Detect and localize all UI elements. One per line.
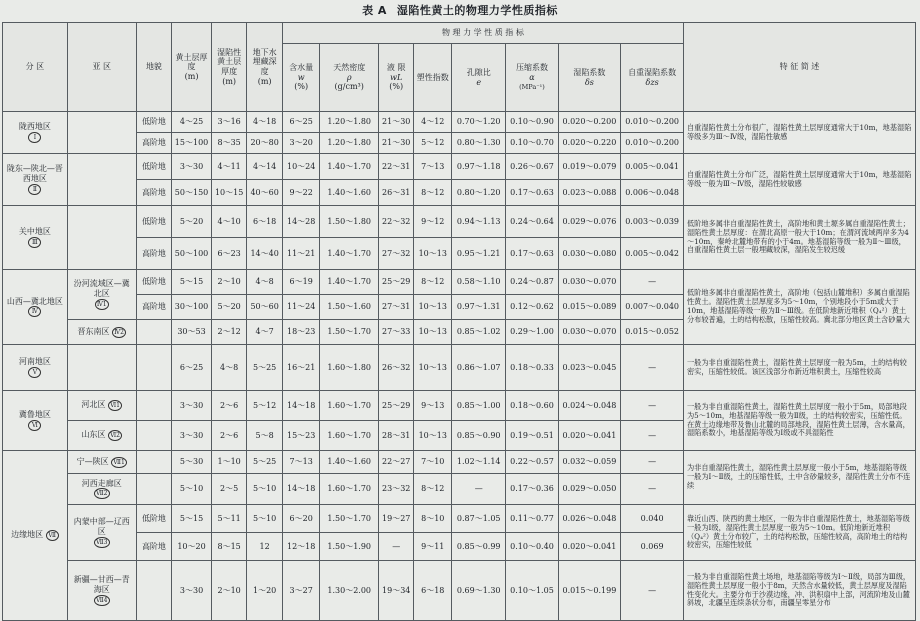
plasticity-cell: 7～13 [414,154,452,180]
liquid-limit-cell: 25～29 [378,391,414,421]
subregion-cell: 新疆—甘西—青海区 Ⅶ4 [67,561,136,621]
header-groundwater-depth: 地下水埋藏深度 (m) [247,23,283,112]
region-cell: 关中地区 Ⅲ [3,206,68,270]
loess-thickness-cell: 3～30 [172,561,212,621]
groundwater-depth-cell: 40～60 [247,180,283,206]
collapsible-thickness-cell: 1～10 [211,451,247,474]
compressibility-cell: 0.18～0.60 [506,391,558,421]
landform-cell [136,451,172,474]
subregion-cell: 宁—陕区 Ⅶ1 [67,451,136,474]
plasticity-cell: 8～12 [414,180,452,206]
water-content-cell: 14～28 [282,206,320,238]
groundwater-depth-cell: 12 [247,533,283,561]
liquid-limit-cell: 28～31 [378,421,414,451]
loess-thickness-cell: 50～100 [172,238,212,270]
self-collapse-coefficient-cell: 0.007～0.040 [621,295,684,320]
collapsible-thickness-cell: 4～8 [211,345,247,391]
collapse-coefficient-cell: 0.020～0.041 [558,421,621,451]
collapse-coefficient-cell: 0.030～0.070 [558,320,621,345]
compressibility-cell: 0.17～0.63 [506,238,558,270]
groundwater-depth-cell: 5～10 [247,505,283,533]
compressibility-cell: 0.19～0.51 [506,421,558,451]
features-cell: 一般为非自重湿陷性黄土场地，地基湿陷等级为Ⅰ～Ⅱ级，局部为Ⅲ级，湿陷性黄土层厚度一般小于8m，天然含水量较低，黄土层厚度及湿陷性变化大。主要分布于沙漠边缘，冲、洪积扇中上部，河流阶地及山麓斜坡，北疆呈连续条状分布，南疆呈零星分布 [683,561,915,621]
plasticity-cell: 8～12 [414,474,452,505]
table-number: 表 A [362,4,387,17]
self-collapse-coefficient-cell: — [621,391,684,421]
void-ratio-cell: 0.69～1.30 [452,561,506,621]
landform-cell: 低阶地 [136,206,172,238]
water-content-cell: 18～23 [282,320,320,345]
liquid-limit-cell: 21～30 [378,112,414,133]
collapse-coefficient-cell: 0.029～0.050 [558,474,621,505]
plasticity-cell: 10～13 [414,295,452,320]
void-ratio-cell: 0.70～1.20 [452,112,506,133]
compressibility-cell: 0.22～0.57 [506,451,558,474]
region-cell: 河南地区 Ⅴ [3,345,68,391]
water-content-cell: 6～20 [282,505,320,533]
self-collapse-coefficient-cell: 0.005～0.041 [621,154,684,180]
loess-thickness-cell: 15～100 [172,133,212,154]
plasticity-cell: 7～10 [414,451,452,474]
plasticity-cell: 10～13 [414,320,452,345]
self-collapse-coefficient-cell: — [621,474,684,505]
table-row [3,451,916,474]
loess-thickness-cell: 5～10 [172,474,212,505]
subregion-cell: 山东区 Ⅵ2 [67,421,136,451]
landform-cell [136,345,172,391]
features-cell: 一般为非自重湿陷性黄土，湿陷性黄土层厚度一般小于5m，局部地段为5～10m，地基湿陷等级一般为Ⅱ级，土的结构较密实，压缩性低。在黄土边缘地带及鲁山北麓的局部地段，湿陷性黄土层薄，含水量高，湿陷系数小，地基湿陷等级为Ⅰ级或不具湿陷性 [683,391,915,451]
compressibility-cell: 0.24～0.64 [506,206,558,238]
header-collapse-coefficient: 湿陷系数 δs [558,44,621,112]
plasticity-cell: 4～12 [414,112,452,133]
collapse-coefficient-cell: 0.019～0.079 [558,154,621,180]
compressibility-cell: 0.10～0.90 [506,112,558,133]
collapsible-thickness-cell: 2～6 [211,421,247,451]
header-loess-thickness: 黄土层厚度 (m) [172,23,212,112]
water-content-cell: 15～23 [282,421,320,451]
water-content-cell: 14～18 [282,391,320,421]
liquid-limit-cell: 22～27 [378,451,414,474]
self-collapse-coefficient-cell: 0.005～0.042 [621,238,684,270]
groundwater-depth-cell: 4～14 [247,154,283,180]
groundwater-depth-cell: 5～12 [247,391,283,421]
water-content-cell: 11～24 [282,295,320,320]
plasticity-cell: 9～12 [414,206,452,238]
region-cell: 冀鲁地区 Ⅵ [3,391,68,451]
loess-thickness-cell: 5～20 [172,206,212,238]
landform-cell: 高阶地 [136,295,172,320]
header-self-collapse-coefficient: 自重湿陷系数 δzs [621,44,684,112]
features-cell: 为非自重湿陷性黄土，湿陷性黄土层厚度一般小于5m，地基湿陷等级一般为Ⅰ～Ⅱ级，土的压缩性低，土中含砂量较多，湿陷性黄土分布不连续 [683,451,915,505]
compressibility-cell: 0.12～0.62 [506,295,558,320]
density-cell: 1.40～1.70 [320,238,378,270]
groundwater-depth-cell: 4～8 [247,270,283,295]
void-ratio-cell: 1.02～1.14 [452,451,506,474]
liquid-limit-cell: 25～29 [378,270,414,295]
water-content-cell: 11～21 [282,238,320,270]
water-content-cell: 14～18 [282,474,320,505]
void-ratio-cell: 0.97～1.31 [452,295,506,320]
header-water-content: 含水量 w (%) [282,44,320,112]
self-collapse-coefficient-cell: 0.040 [621,505,684,533]
region-cell: 边缘地区 Ⅶ [3,451,68,621]
density-cell: 1.50～1.90 [320,533,378,561]
compressibility-cell: 0.17～0.63 [506,180,558,206]
header-collapsible-thickness: 湿陷性黄土层厚度 (m) [211,23,247,112]
self-collapse-coefficient-cell: — [621,345,684,391]
features-cell: 低阶地多属非自重湿陷性黄土，高阶地和黄土塬多属自重湿陷性黄土；湿陷性黄土层厚度：在渭北高原一般大于10m；在渭河流域两岸多为4～10m，秦岭北麓地带有的小于4m。地基湿陷等级一般为Ⅱ～Ⅲ级，自重湿陷性黄土层一般埋藏较深，湿陷发生较迟缓 [683,206,915,270]
groundwater-depth-cell: 5～25 [247,345,283,391]
collapse-coefficient-cell: 0.015～0.089 [558,295,621,320]
landform-cell: 高阶地 [136,533,172,561]
collapsible-thickness-cell: 8～15 [211,533,247,561]
region-cell: 陇西地区 Ⅰ [3,112,68,154]
table-row [3,270,916,295]
density-cell: 1.60～1.70 [320,474,378,505]
loess-thickness-cell: 5～15 [172,270,212,295]
region-cell: 山西—冀北地区 Ⅳ [3,270,68,345]
collapsible-thickness-cell: 5～20 [211,295,247,320]
void-ratio-cell: 0.85～1.00 [452,391,506,421]
density-cell: 1.20～1.80 [320,133,378,154]
density-cell: 1.60～1.70 [320,421,378,451]
loess-thickness-cell: 30～100 [172,295,212,320]
collapsible-thickness-cell: 4～11 [211,154,247,180]
groundwater-depth-cell: 4～18 [247,112,283,133]
liquid-limit-cell: 27～32 [378,238,414,270]
water-content-cell: 7～13 [282,451,320,474]
landform-cell: 低阶地 [136,154,172,180]
collapse-coefficient-cell: 0.030～0.080 [558,238,621,270]
plasticity-cell: 8～10 [414,505,452,533]
header-subregion: 亚 区 [67,23,136,112]
liquid-limit-cell: 26～32 [378,345,414,391]
self-collapse-coefficient-cell: 0.010～0.200 [621,133,684,154]
void-ratio-cell: 0.97～1.18 [452,154,506,180]
header-plasticity: 塑性指数 [414,44,452,112]
water-content-cell: 16～21 [282,345,320,391]
plasticity-cell: 9～11 [414,533,452,561]
collapsible-thickness-cell: 2～5 [211,474,247,505]
subregion-cell: 晋东南区 Ⅳ2 [67,320,136,345]
collapsible-thickness-cell: 4～10 [211,206,247,238]
compressibility-cell: 0.10～0.40 [506,533,558,561]
groundwater-depth-cell: 14～40 [247,238,283,270]
compressibility-cell: 0.26～0.67 [506,154,558,180]
subregion-cell [67,206,136,270]
collapse-coefficient-cell: 0.020～0.220 [558,133,621,154]
void-ratio-cell: 0.87～1.05 [452,505,506,533]
table-caption: 湿陷性黄土的物理力学性质指标 [396,4,558,17]
table-row [3,561,916,621]
collapsible-thickness-cell: 2～10 [211,561,247,621]
self-collapse-coefficient-cell: 0.010～0.200 [621,112,684,133]
water-content-cell: 6～25 [282,112,320,133]
table-title [0,0,920,22]
density-cell: 1.50～1.70 [320,320,378,345]
density-cell: 1.20～1.80 [320,112,378,133]
self-collapse-coefficient-cell: — [621,421,684,451]
plasticity-cell: 6～18 [414,561,452,621]
liquid-limit-cell: 23～32 [378,474,414,505]
water-content-cell: 12～18 [282,533,320,561]
landform-cell [136,421,172,451]
header-index-group: 物 理 力 学 性 质 指 标 [282,23,683,44]
groundwater-depth-cell: 6～18 [247,206,283,238]
collapse-coefficient-cell: 0.020～0.200 [558,112,621,133]
water-content-cell: 10～24 [282,154,320,180]
features-cell: 靠近山西、陕西的黄土地区，一般为非自重湿陷性黄土，地基湿陷等级一般为Ⅰ级，湿陷性黄土层厚度一般为5～10m。低阶地新近堆积（Q₄²）黄土分布较广，土的结构松散，压缩性较高，高阶地土的结构较密实，压缩性较低 [683,505,915,561]
void-ratio-cell: 0.85～0.90 [452,421,506,451]
plasticity-cell: 10～13 [414,238,452,270]
water-content-cell: 3～27 [282,561,320,621]
landform-cell [136,561,172,621]
liquid-limit-cell: 22～31 [378,154,414,180]
features-cell: 自重湿陷性黄土分布广泛，湿陷性黄土层厚度通常大于10m，地基湿陷等级一般为Ⅲ～Ⅳ级，湿陷性较敏感 [683,154,915,206]
features-cell: 一般为非自重湿陷性黄土，湿陷性黄土层厚度一般为5m，土的结构较密实，压缩性较低。该区浅部分布新近堆积黄土，压缩性较高 [683,345,915,391]
liquid-limit-cell: 19～34 [378,561,414,621]
loess-thickness-cell: 5～15 [172,505,212,533]
void-ratio-cell: 0.85～1.02 [452,320,506,345]
compressibility-cell: 0.10～0.70 [506,133,558,154]
table-row [3,345,916,391]
void-ratio-cell: 0.80～1.20 [452,180,506,206]
collapsible-thickness-cell: 2～12 [211,320,247,345]
self-collapse-coefficient-cell: 0.069 [621,533,684,561]
self-collapse-coefficient-cell: 0.015～0.052 [621,320,684,345]
compressibility-cell: 0.11～0.77 [506,505,558,533]
collapse-coefficient-cell: 0.024～0.048 [558,391,621,421]
region-cell: 陇东—陕北—晋西地区 Ⅱ [3,154,68,206]
header-density: 天然密度 ρ (g/cm³) [320,44,378,112]
groundwater-depth-cell: 5～8 [247,421,283,451]
landform-cell [136,320,172,345]
liquid-limit-cell: 21～30 [378,133,414,154]
collapse-coefficient-cell: 0.020～0.041 [558,533,621,561]
collapse-coefficient-cell: 0.015～0.199 [558,561,621,621]
void-ratio-cell: 0.86～1.07 [452,345,506,391]
liquid-limit-cell: 19～27 [378,505,414,533]
self-collapse-coefficient-cell: — [621,270,684,295]
header-row-1 [3,23,916,44]
plasticity-cell: 8～12 [414,270,452,295]
plasticity-cell: 10～13 [414,345,452,391]
liquid-limit-cell: 26～31 [378,180,414,206]
liquid-limit-cell: 27～33 [378,320,414,345]
void-ratio-cell: 0.95～1.21 [452,238,506,270]
plasticity-cell: 9～13 [414,391,452,421]
collapse-coefficient-cell: 0.023～0.088 [558,180,621,206]
liquid-limit-cell: 22～32 [378,206,414,238]
table-row [3,505,916,533]
landform-cell: 低阶地 [136,505,172,533]
loess-thickness-cell: 3～30 [172,154,212,180]
subregion-cell: 内蒙中部—辽西区 Ⅶ3 [67,505,136,561]
density-cell: 1.50～1.60 [320,295,378,320]
landform-cell: 高阶地 [136,180,172,206]
self-collapse-coefficient-cell: — [621,451,684,474]
table-row [3,112,916,133]
plasticity-cell: 10～13 [414,421,452,451]
water-content-cell: 6～19 [282,270,320,295]
groundwater-depth-cell: 5～10 [247,474,283,505]
loess-thickness-cell: 50～150 [172,180,212,206]
groundwater-depth-cell: 20～80 [247,133,283,154]
groundwater-depth-cell: 4～7 [247,320,283,345]
subregion-cell: 河西走廊区 Ⅶ2 [67,474,136,505]
table-row [3,391,916,421]
features-cell: 低阶地多属非自重湿陷性黄土，高阶地（包括山麓堆积）多属自重湿陷性黄土。湿陷性黄土层厚度多为5～10m，个别地段小于5m或大于10m，地基湿陷等级一般为Ⅱ～Ⅲ级。在低阶地新近堆积（Q₄²）黄土分布较普遍，土的结构松散，压缩性较高。冀北部分地区黄土含砂量大 [683,270,915,345]
loess-thickness-cell: 3～30 [172,421,212,451]
landform-cell: 低阶地 [136,112,172,133]
water-content-cell: 9～22 [282,180,320,206]
landform-cell: 高阶地 [136,238,172,270]
loess-thickness-cell: 4～25 [172,112,212,133]
liquid-limit-cell: 27～31 [378,295,414,320]
collapsible-thickness-cell: 2～10 [211,270,247,295]
density-cell: 1.50～1.80 [320,206,378,238]
loess-properties-table [2,22,916,621]
collapsible-thickness-cell: 2～6 [211,391,247,421]
collapsible-thickness-cell: 8～35 [211,133,247,154]
header-features: 特 征 简 述 [683,23,915,112]
liquid-limit-cell: — [378,533,414,561]
collapse-coefficient-cell: 0.030～0.070 [558,270,621,295]
void-ratio-cell: 0.58～1.10 [452,270,506,295]
header-liquid-limit: 液 限 wL (%) [378,44,414,112]
collapsible-thickness-cell: 10～15 [211,180,247,206]
table-row [3,206,916,238]
landform-cell [136,474,172,505]
density-cell: 1.50～1.70 [320,505,378,533]
density-cell: 1.60～1.70 [320,391,378,421]
loess-thickness-cell: 5～30 [172,451,212,474]
plasticity-cell: 5～12 [414,133,452,154]
void-ratio-cell: — [452,474,506,505]
header-landform: 地貌 [136,23,172,112]
groundwater-depth-cell: 50～60 [247,295,283,320]
compressibility-cell: 0.17～0.36 [506,474,558,505]
landform-cell: 低阶地 [136,270,172,295]
void-ratio-cell: 0.94～1.13 [452,206,506,238]
header-compressibility: 压缩系数 α (MPa⁻¹) [506,44,558,112]
loess-thickness-cell: 30～53 [172,320,212,345]
header-region: 分 区 [3,23,68,112]
collapsible-thickness-cell: 3～16 [211,112,247,133]
landform-cell: 高阶地 [136,133,172,154]
groundwater-depth-cell: 5～25 [247,451,283,474]
self-collapse-coefficient-cell: 0.006～0.048 [621,180,684,206]
density-cell: 1.40～1.60 [320,451,378,474]
self-collapse-coefficient-cell: 0.003～0.039 [621,206,684,238]
compressibility-cell: 0.10～1.05 [506,561,558,621]
loess-thickness-cell: 6～25 [172,345,212,391]
compressibility-cell: 0.29～1.00 [506,320,558,345]
density-cell: 1.40～1.60 [320,180,378,206]
collapsible-thickness-cell: 6～23 [211,238,247,270]
subregion-cell: 汾河流域区—冀北区 Ⅳ1 [67,270,136,320]
void-ratio-cell: 0.80～1.30 [452,133,506,154]
density-cell: 1.60～1.80 [320,345,378,391]
collapse-coefficient-cell: 0.032～0.059 [558,451,621,474]
self-collapse-coefficient-cell: — [621,561,684,621]
features-cell: 自重湿陷性黄土分布很广，湿陷性黄土层厚度通常大于10m，地基湿陷等级多为Ⅲ～Ⅳ级，湿陷性敏感 [683,112,915,154]
subregion-cell: 河北区 Ⅵ1 [67,391,136,421]
table-row [3,154,916,180]
water-content-cell: 3～20 [282,133,320,154]
compressibility-cell: 0.24～0.87 [506,270,558,295]
header-void-ratio: 孔隙比 e [452,44,506,112]
loess-thickness-cell: 3～30 [172,391,212,421]
collapse-coefficient-cell: 0.026～0.048 [558,505,621,533]
subregion-cell [67,154,136,206]
density-cell: 1.30～2.00 [320,561,378,621]
subregion-cell [67,112,136,154]
compressibility-cell: 0.18～0.33 [506,345,558,391]
collapse-coefficient-cell: 0.029～0.076 [558,206,621,238]
density-cell: 1.40～1.70 [320,154,378,180]
loess-thickness-cell: 10～20 [172,533,212,561]
groundwater-depth-cell: 1～20 [247,561,283,621]
void-ratio-cell: 0.85～0.99 [452,533,506,561]
collapsible-thickness-cell: 5～11 [211,505,247,533]
subregion-cell [67,345,136,391]
density-cell: 1.40～1.70 [320,270,378,295]
landform-cell [136,391,172,421]
collapse-coefficient-cell: 0.023～0.045 [558,345,621,391]
